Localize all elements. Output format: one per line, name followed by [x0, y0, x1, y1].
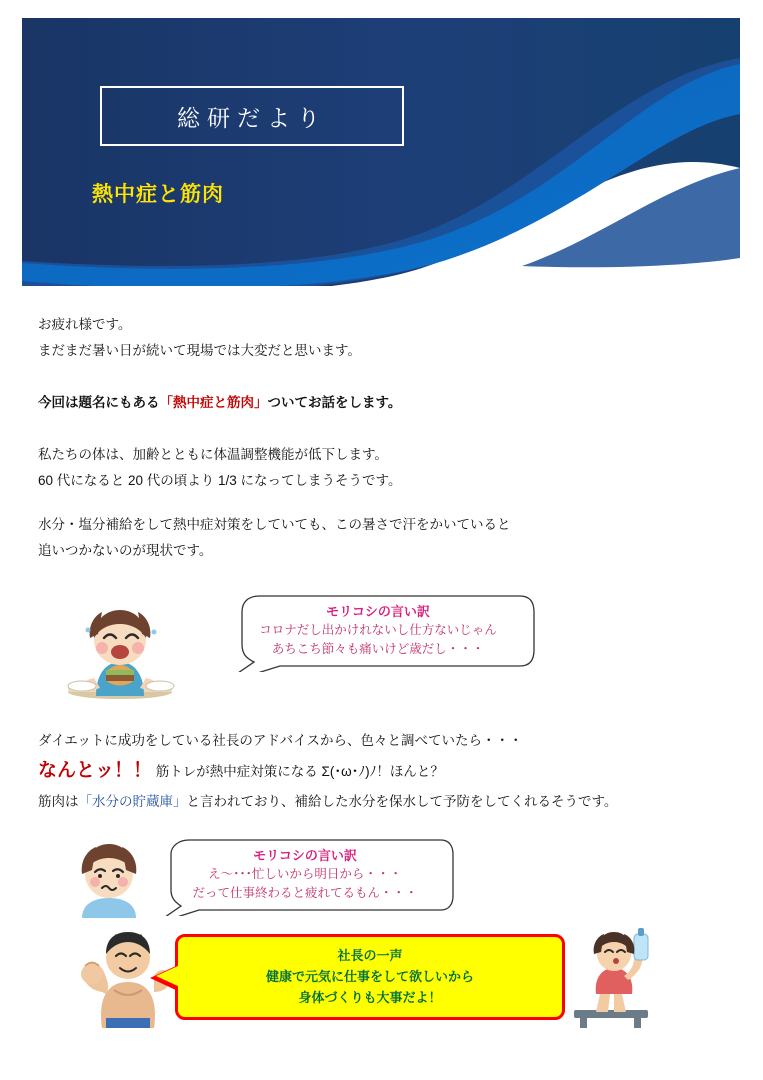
advice-line: ダイエットに成功をしている社長のアドバイスから、色々と調べていたら・・・: [38, 733, 523, 748]
muscle-prefix: 筋肉は: [38, 794, 79, 809]
drinking-girl-illustration: [560, 928, 670, 1028]
banner-graphic: [22, 18, 740, 286]
hydration-line-1: 水分・塩分補給をして熱中症対策をしていても、この暑さで汗をかいていると: [38, 517, 511, 532]
banner-subtitle: 熱中症と筋肉: [92, 183, 224, 206]
aging-line-1: 私たちの体は、加齢とともに体温調整機能が低下します。: [38, 447, 388, 462]
callout-line-2: 身体づくりも大事だよ！: [298, 990, 442, 1005]
callout-title: 社長の一声: [337, 948, 403, 963]
surprise-exclaim: なんとッ！！: [38, 760, 153, 781]
president-callout: [175, 934, 565, 1020]
muscle-line: [38, 787, 738, 817]
bubble-2-text: [155, 836, 455, 903]
speech-bubble-morikoshi-2: [155, 836, 455, 916]
page-title: 総研だより: [177, 104, 327, 131]
speech-bubble-morikoshi-1: [220, 592, 536, 672]
bubble-1-text: [220, 592, 536, 659]
middle-text: [38, 726, 738, 817]
bubble-1-line-2: あちこち節々も痛いけど歳だし・・・: [271, 642, 485, 656]
callout-text: [178, 937, 562, 1008]
tired-girl-face-illustration: [68, 840, 150, 918]
aging-line-2: 60 代になると 20 代の頃より 1/3 になってしまうそうです。: [38, 473, 402, 488]
paragraph-hydration: [38, 512, 728, 564]
topic-highlight: 「熱中症と筋肉」: [159, 395, 268, 410]
greeting-line-2: まだまだ暑い日が続いて現場では大変だと思います。: [38, 343, 361, 358]
greeting-line-1: お疲れ様です。: [38, 317, 132, 332]
topic-prefix: 今回は題名にもある: [38, 395, 160, 410]
callout-tail-fill: [156, 965, 180, 987]
bubble-2-title: モリコシの言い訳: [253, 848, 357, 863]
surprise-rest: 筋トレが熱中症対策になる Σ(･ω･ﾉ)ﾉ！ほんと？: [155, 764, 444, 779]
bubble-2-line-1: え～･･･忙しいから明日から・・・: [208, 867, 402, 881]
hydration-line-2: 追いつかないのが現状です。: [38, 543, 213, 558]
muscle-suffix: と言われており、補給した水分を保水して予防をしてくれるそうです。: [186, 794, 618, 809]
bubble-1-line-1: コロナだし出かけれないし仕方ないじゃん: [259, 623, 497, 637]
paragraph-aging: [38, 442, 728, 494]
surprise-line: [38, 756, 738, 787]
body-text: [38, 312, 728, 574]
callout-line-1: 健康で元気に仕事をして欲しいから: [265, 969, 474, 984]
banner-title-box: [100, 86, 404, 146]
bubble-2-line-2: だって仕事終わると疲れてるもん・・・: [192, 886, 418, 900]
topic-suffix: ついてお話をします。: [267, 395, 402, 410]
eating-girl-illustration: [60, 604, 180, 700]
muscle-highlight: 「水分の貯蔵庫」: [78, 794, 187, 809]
paragraph-topic: [38, 390, 728, 416]
paragraph-greeting: [38, 312, 728, 364]
bubble-1-title: モリコシの言い訳: [326, 604, 430, 619]
header-banner: [22, 18, 740, 286]
